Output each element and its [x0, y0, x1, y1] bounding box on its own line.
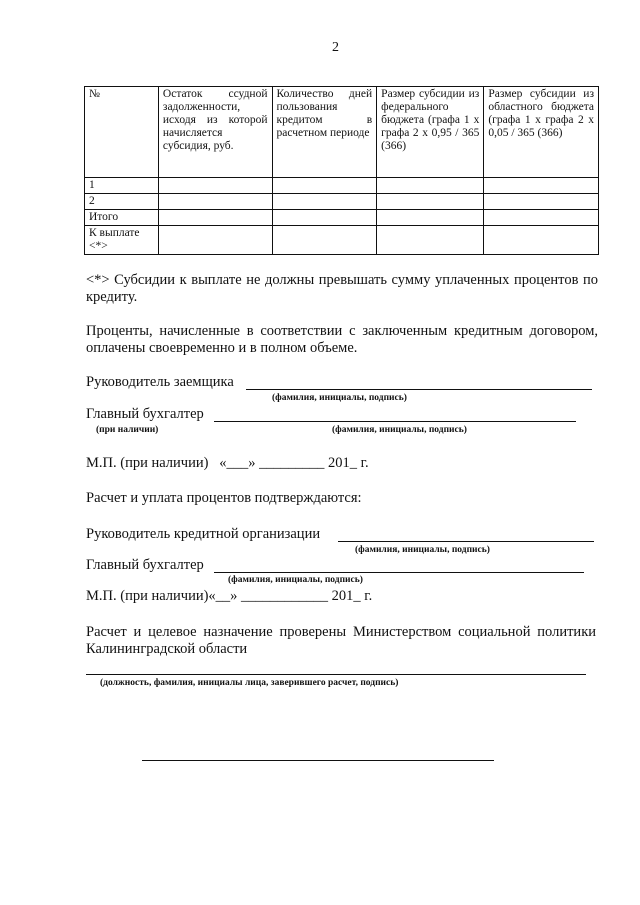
borrower-accountant-caption: (фамилия, инициалы, подпись): [332, 425, 467, 435]
bank-head-signature-line[interactable]: [338, 541, 594, 542]
table-cell[interactable]: [272, 226, 377, 255]
table-cell[interactable]: [272, 178, 377, 194]
bank-head-label: Руководитель кредитной организации: [86, 526, 321, 542]
borrower-accountant-signature-line[interactable]: [214, 421, 576, 422]
borrower-stamp-date: М.П. (при наличии) «___» _________ 201_ г.: [86, 455, 369, 471]
borrower-head-label: Руководитель заемщика: [86, 374, 234, 390]
table-header-row: [85, 87, 599, 178]
row-label: 2: [85, 194, 159, 210]
ministry-signature-line[interactable]: [86, 674, 586, 675]
table-cell[interactable]: [377, 210, 484, 226]
ministry-caption: (должность, фамилия, инициалы лица, заверившего расчет, подпись): [100, 678, 399, 688]
table-cell[interactable]: [272, 194, 377, 210]
table-header-cell: Размер субсидии из федерального бюджета (графа 1 х графа 2 х 0,95 / 365 (366): [377, 87, 484, 178]
bank-accountant-label: Главный бухгалтер: [86, 557, 204, 573]
borrower-head-caption: (фамилия, инициалы, подпись): [272, 393, 407, 403]
bank-accountant-signature-line[interactable]: [214, 572, 584, 573]
table-cell[interactable]: [158, 178, 272, 194]
ministry-text: Расчет и целевое назначение проверены Министерством социальной политики Калининградской области: [86, 624, 596, 657]
table-header-cell: Остаток ссудной задолженности, исходя из которой начисляется субсидия, руб.: [158, 87, 272, 178]
statement: Проценты, начисленные в соответствии с заключенным кредитным договором, оплачены своевременно и в полном объеме.: [86, 323, 598, 356]
bank-accountant-caption: (фамилия, инициалы, подпись): [228, 575, 363, 585]
table-cell[interactable]: [158, 226, 272, 255]
row-label: 1: [85, 178, 159, 194]
table-row: [85, 226, 599, 255]
table-cell[interactable]: [158, 210, 272, 226]
confirm-text: Расчет и уплата процентов подтверждаются:: [86, 490, 362, 506]
table-cell[interactable]: [377, 194, 484, 210]
row-label: Итого: [85, 210, 159, 226]
borrower-head-signature-line[interactable]: [246, 389, 592, 390]
table-cell[interactable]: [484, 210, 599, 226]
table-header-cell: №: [85, 87, 159, 178]
table-cell[interactable]: [484, 194, 599, 210]
bank-stamp-date: М.П. (при наличии)«__» ____________ 201_ г.: [86, 588, 373, 604]
table-header-cell: Количество дней пользования кредитом в расчетном периоде: [272, 87, 377, 178]
borrower-accountant-note: (при наличии): [96, 425, 159, 435]
table-cell[interactable]: [377, 226, 484, 255]
table-cell[interactable]: [158, 194, 272, 210]
closing-divider: [142, 760, 494, 761]
bank-head-caption: (фамилия, инициалы, подпись): [355, 545, 490, 555]
table-row: [85, 210, 599, 226]
table-cell[interactable]: [484, 178, 599, 194]
page-number: 2: [332, 40, 339, 55]
table-row: [85, 194, 599, 210]
row-label: К выплате <*>: [85, 226, 159, 255]
table-cell[interactable]: [377, 178, 484, 194]
table-cell[interactable]: [484, 226, 599, 255]
borrower-accountant-label: Главный бухгалтер: [86, 406, 204, 422]
table-cell[interactable]: [272, 210, 377, 226]
footnote: <*> Субсидии к выплате не должны превышать сумму уплаченных процентов по кредиту.: [86, 272, 598, 305]
subsidy-table: [84, 86, 599, 255]
table-header-cell: Размер субсидии из областного бюджета (графа 1 х графа 2 х 0,05 / 365 (366): [484, 87, 599, 178]
table-row: [85, 178, 599, 194]
